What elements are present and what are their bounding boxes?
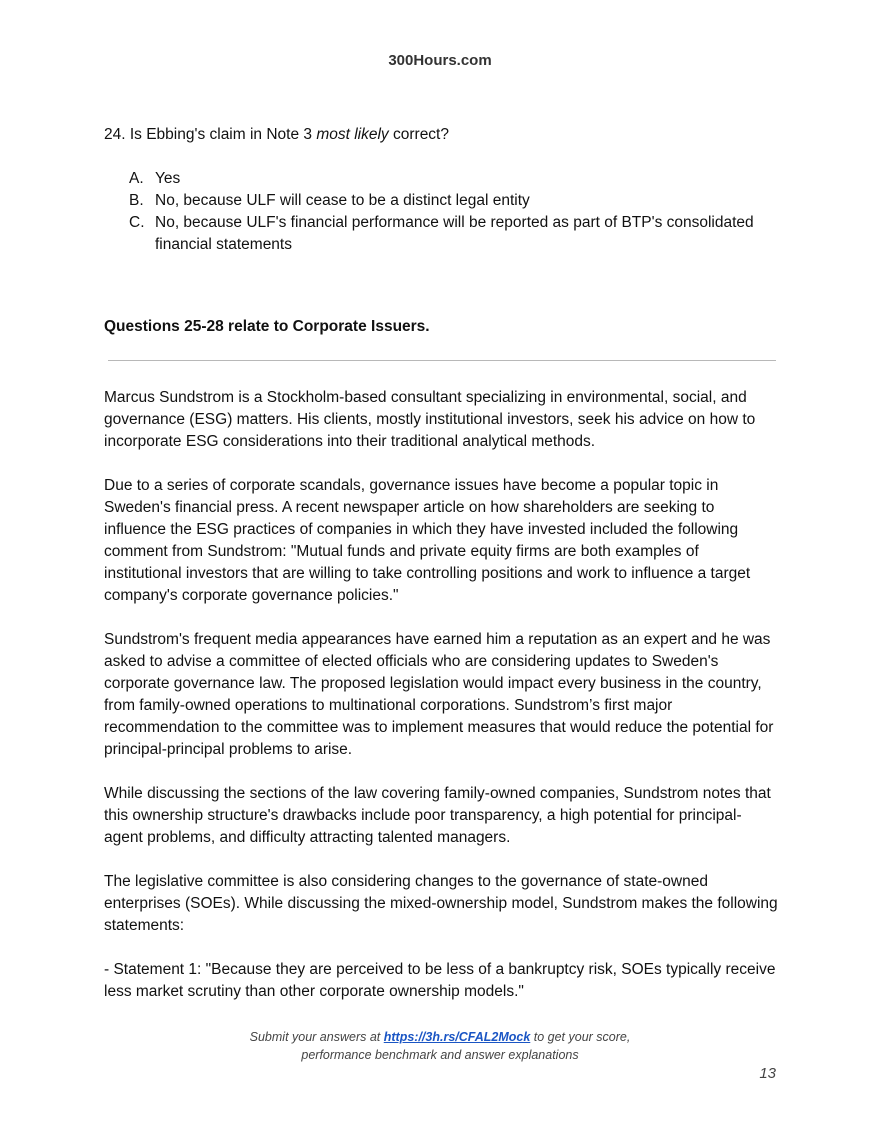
option-a xyxy=(104,168,780,190)
mock-exam-link[interactable]: https://3h.rs/CFAL2Mock xyxy=(383,1030,531,1044)
question-24 xyxy=(104,124,780,146)
question-prefix: 24. Is Ebbing's claim in Note 3 xyxy=(104,126,317,143)
horizontal-divider xyxy=(108,360,776,361)
option-text: Yes xyxy=(155,170,181,187)
option-c xyxy=(104,212,780,256)
page-number: 13 xyxy=(759,1065,776,1082)
footer-prefix: Submit your answers at xyxy=(249,1030,384,1044)
question-emphasis: most likely xyxy=(316,126,389,143)
option-letter: B. xyxy=(129,192,144,209)
option-b xyxy=(104,190,780,212)
page-content xyxy=(104,124,780,1003)
paragraph: The legislative committee is also considering changes to the governance of state-owned enterprises (SOEs). While discussing the mixed-ownership model, Sundstrom makes the following statements: xyxy=(104,873,778,934)
page-footer xyxy=(0,1028,880,1064)
paragraph: Marcus Sundstrom is a Stockholm-based consultant specializing in environmental, social, and governance (ESG) matters. His clients, mostly institutional investors, seek his advice on how to incorporate ESG considerations into their traditional analytical methods. xyxy=(104,389,756,450)
paragraph: While discussing the sections of the law covering family-owned companies, Sundstrom notes that this ownership structure's drawbacks include poor transparency, a high potential for principal-agent problems, and difficulty attracting talented managers. xyxy=(104,785,771,846)
paragraph: Due to a series of corporate scandals, governance issues have become a popular topic in Sweden's financial press. A recent newspaper article on how shareholders are seeking to influence the ESG practices of companies in which they have invested included the following comment from Sundstrom: "Mutual funds and private equity firms are both examples of institutional investors that are willing to take controlling positions and work to influence a target company's corporate governance policies." xyxy=(104,477,751,604)
footer-suffix: to get your score, xyxy=(530,1030,631,1044)
section-heading: Questions 25-28 relate to Corporate Issuers. xyxy=(104,318,430,335)
paragraph: - Statement 1: "Because they are perceived to be less of a bankruptcy risk, SOEs typically receive less market scrutiny than other corporate ownership models." xyxy=(104,961,776,1000)
answer-options xyxy=(104,168,780,256)
option-text: No, because ULF's financial performance will be reported as part of BTP's consolidated financial statements xyxy=(155,214,754,253)
site-header: 300Hours.com xyxy=(388,52,492,69)
option-text: No, because ULF will cease to be a distinct legal entity xyxy=(155,192,530,209)
question-suffix: correct? xyxy=(388,126,449,143)
footer-line-2: performance benchmark and answer explanations xyxy=(301,1048,579,1062)
option-letter: A. xyxy=(129,170,144,187)
option-letter: C. xyxy=(129,214,145,231)
paragraph: Sundstrom's frequent media appearances have earned him a reputation as an expert and he was asked to advise a committee of elected officials who are considering updates to Sweden's corporate governance law. The proposed legislation would impact every business in the country, from family-owned operations to multinational corporations. Sundstrom’s first major recommendation to the committee was to implement measures that would reduce the potential for principal-principal problems to arise. xyxy=(104,631,774,758)
footer-line-1 xyxy=(0,1028,880,1046)
